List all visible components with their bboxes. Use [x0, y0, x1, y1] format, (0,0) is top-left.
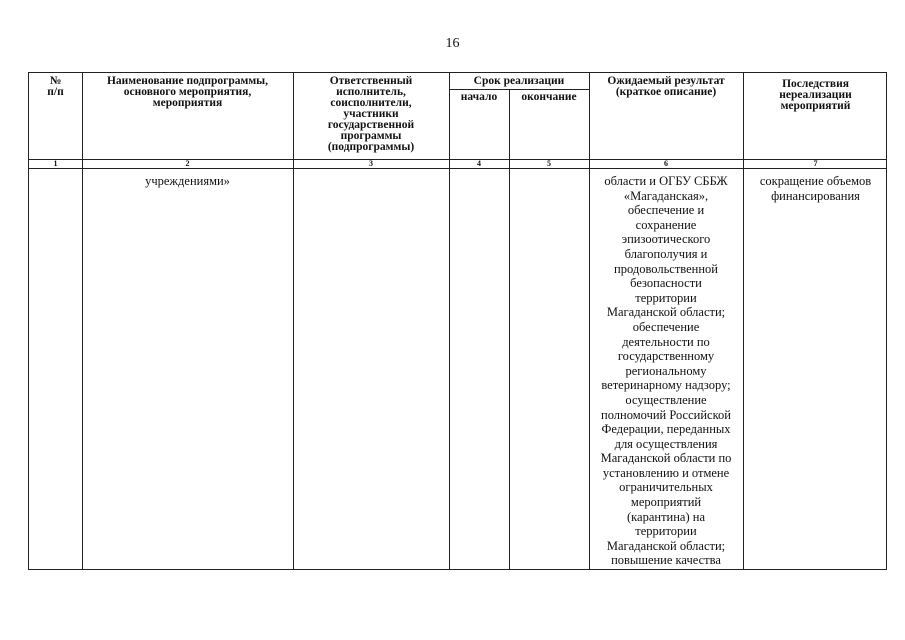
column-number: 3	[369, 159, 373, 168]
header-end: окончание	[521, 91, 577, 103]
column-number: 4	[477, 159, 481, 168]
column-number: 5	[547, 159, 551, 168]
column-number: 1	[53, 159, 58, 168]
row-expected-result-cell: области и ОГБУ СББЖ «Магаданская», обеспечение и сохранение эпизоотического благополучия и продовольственной безопасности территории Магаданской области; обеспечение деятельности по государственному региональному ветеринарному надзору; осуществление полномочий Российской Федерации, переданных для осуществления Магаданской области по установлению и отмене ограничительных мероприятий (карантина) на территории Магаданской области; повышение качества	[600, 174, 732, 568]
row-consequences-cell: сокращение объемов финансирования	[759, 174, 872, 203]
header-subdivider	[449, 89, 589, 90]
header-number: № п/п	[47, 75, 64, 98]
column-number: 6	[664, 159, 668, 168]
header-start: начало	[460, 91, 498, 103]
header-consequences: Последствия нереализации мероприятий	[779, 78, 852, 112]
page-number: 16	[445, 36, 460, 51]
column-number: 2	[185, 159, 190, 168]
program-table	[28, 72, 887, 570]
column-divider	[743, 73, 744, 569]
column-divider	[449, 73, 450, 569]
column-divider	[82, 73, 83, 569]
row-name-cell: учреждениями»	[145, 174, 230, 188]
column-number: 7	[813, 159, 818, 168]
column-numbers-bottom-line	[29, 168, 886, 169]
header-responsible: Ответственный исполнитель, соисполнители, участники государственной программы (подпрограммы)	[327, 75, 415, 153]
header-period: Срок реализации	[473, 75, 565, 87]
header-expected-result: Ожидаемый результат (краткое описание)	[607, 75, 725, 98]
header-name: Наименование подпрограммы, основного мероприятия, мероприятия	[106, 75, 269, 109]
